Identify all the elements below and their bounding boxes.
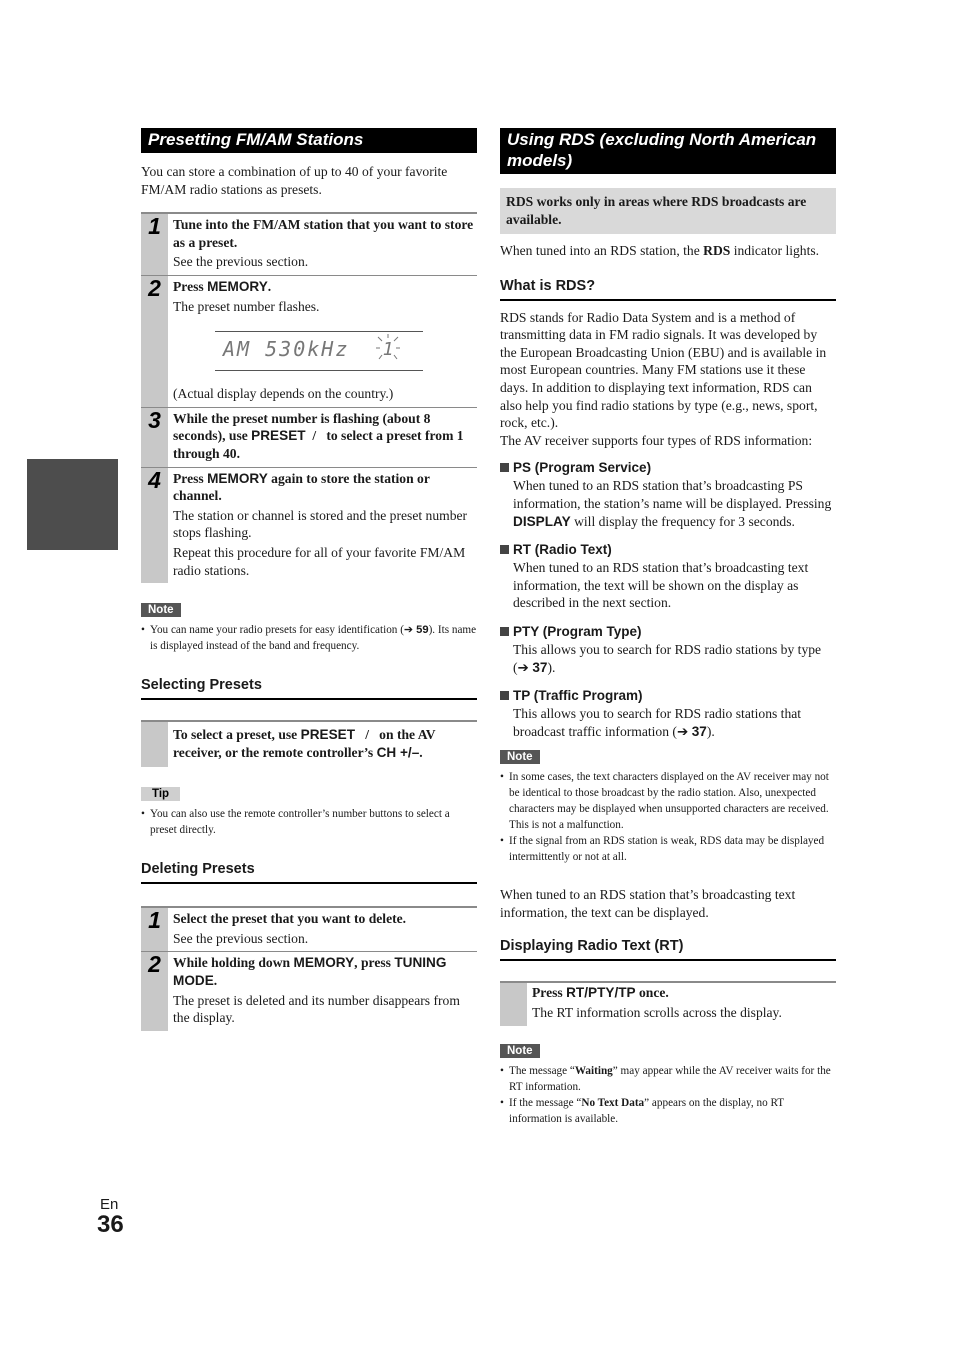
page-number: 36: [97, 1211, 124, 1238]
right-column: [500, 128, 836, 1127]
note-item: • In some cases, the text characters displayed on the AV receiver may not be identical to those broadcast by the radio station. Also, unexpected characters may be displayed when unsupported characters are received. This is not a malfunction.: [500, 769, 836, 833]
what-is-rds-heading: What is RDS?: [500, 277, 836, 301]
delete-step-1: [141, 908, 477, 952]
step-number: 2: [141, 276, 168, 407]
note-text-end: ” appears on the display, no RT information is available.: [509, 1096, 784, 1125]
step-3: [141, 408, 477, 468]
tip-item: • You can also use the remote controller’s number buttons to select a preset directly.: [141, 806, 477, 838]
rt-heading: [500, 542, 836, 557]
note-item: • If the signal from an RDS station is weak, RDS data may be displayed intermittently or not at all.: [500, 833, 836, 865]
step-instruction: Press: [173, 278, 208, 294]
preset-key: PRESET: [300, 727, 356, 743]
deleting-steps: [141, 906, 477, 1031]
note-item: [500, 1095, 836, 1127]
note-text: You can name your radio presets for easy identification (➔: [150, 624, 417, 637]
deleting-presets-heading: Deleting Presets: [141, 860, 477, 884]
note-item: [500, 1063, 836, 1095]
no-text-data-message: No Text Data: [581, 1096, 645, 1109]
note-label: Note: [500, 750, 540, 764]
rt-step-detail: The RT information scrolls across the display.: [532, 1005, 782, 1021]
ps-text: [500, 477, 836, 530]
step-instruction-end: .: [267, 278, 272, 294]
step-instruction-mid: , press: [354, 955, 395, 971]
step-instruction: Press: [173, 470, 208, 486]
pty-text: [500, 641, 836, 676]
pty-text-post: ).: [547, 659, 556, 675]
rds-notes: [500, 769, 836, 865]
text-display-intro: When tuned to an RDS station that’s broadcasting text information, the text can be displayed.: [500, 887, 796, 920]
tp-title: TP (Traffic Program): [513, 688, 643, 704]
memory-key: MEMORY: [207, 470, 268, 486]
presetting-intro: You can store a combination of up to 40 of your favorite FM/AM radio stations as presets.: [141, 164, 448, 197]
step-detail: See the previous section.: [173, 930, 309, 946]
step-instruction: Tune into the FM/AM station that you want to store as a preset.: [173, 217, 474, 250]
step-number: 4: [141, 468, 168, 584]
rt-step: [500, 981, 836, 1025]
step-instruction: While holding down: [173, 955, 294, 971]
rds-indicator-text: [500, 242, 836, 260]
presetting-notes: [141, 622, 477, 654]
tp-heading: [500, 688, 836, 703]
rds-indicator-keyword: RDS: [703, 243, 731, 258]
step-instruction-end: again to store the station or channel.: [173, 470, 430, 504]
step-instruction: While the preset number is flashing (about 8 seconds), use: [173, 410, 431, 444]
rds-types-intro: The AV receiver supports four types of RDS information:: [500, 432, 813, 448]
ps-text-pre: When tuned to an RDS station that’s broadcasting PS information, the station’s name will be displayed. Pressing: [513, 478, 832, 511]
step-detail: The preset number flashes.: [173, 298, 320, 314]
rt-pty-tp-key: RT/PTY/TP: [566, 985, 636, 1001]
note-text: The message “: [509, 1064, 575, 1077]
rt-text: When tuned to an RDS station that’s broadcasting text information, the text will be shown on the display as described in the next section.: [513, 560, 809, 611]
pty-text-pre: This allows you to search for RDS radio stations by type (➔: [513, 641, 822, 675]
pty-heading: [500, 624, 836, 639]
rt-notes: [500, 1063, 836, 1127]
square-bullet-icon: [500, 691, 509, 700]
memory-key: MEMORY: [207, 278, 268, 294]
step-2: [141, 276, 477, 408]
preset-key: PRESET: [251, 428, 306, 444]
note-text-end: ” may appear while the AV receiver waits for the RT information.: [509, 1064, 831, 1093]
step-number: 1: [141, 908, 168, 951]
tip-list: [141, 806, 477, 838]
ps-title: PS (Program Service): [513, 460, 652, 476]
displaying-radio-text-heading: Displaying Radio Text (RT): [500, 937, 836, 961]
tuning-mode-key: TUNING MODE: [173, 955, 447, 989]
ch-key: CH +/–: [376, 744, 420, 760]
rds-indicator-post: indicator lights.: [730, 243, 820, 258]
step-instruction-end: to select a preset from 1 through 40.: [173, 428, 464, 461]
ps-heading: [500, 460, 836, 475]
step-marker: [141, 722, 168, 767]
display-caption: (Actual display depends on the country.): [173, 386, 394, 402]
rt-step-pre: Press: [532, 985, 567, 1001]
square-bullet-icon: [500, 463, 509, 472]
tp-text-post: ).: [706, 723, 715, 739]
note-label: Note: [500, 1044, 540, 1058]
rt-title: RT (Radio Text): [513, 542, 612, 558]
step-detail: See the previous section.: [173, 254, 309, 270]
note-text-end: ). Its name is displayed instead of the band and frequency.: [150, 624, 477, 653]
selecting-step: [141, 720, 477, 767]
step-number: 2: [141, 952, 168, 1030]
page-reference[interactable]: 59: [416, 624, 429, 637]
step-4: [141, 468, 477, 584]
left-column: [141, 128, 477, 1031]
section-title-presetting: Presetting FM/AM Stations: [141, 128, 477, 153]
flashing-preset-icon: [375, 333, 401, 363]
step-instruction: Select the preset that you want to delete.: [173, 911, 407, 927]
waiting-message: Waiting: [574, 1064, 613, 1077]
flash-digit: 1: [382, 339, 394, 361]
rt-step-post: once.: [635, 985, 669, 1001]
note-label: Note: [141, 603, 181, 617]
display-key: DISPLAY: [513, 513, 571, 529]
tip-label: Tip: [141, 787, 180, 801]
ps-text-post: will display the frequency for 3 seconds.: [570, 513, 795, 529]
memory-key: MEMORY: [293, 955, 355, 971]
selecting-text-end: .: [419, 744, 423, 760]
note-text: If the message “: [509, 1096, 582, 1109]
page-language: En: [100, 1196, 119, 1213]
step-1: [141, 214, 477, 276]
selecting-presets-heading: Selecting Presets: [141, 676, 477, 700]
square-bullet-icon: [500, 545, 509, 554]
page-reference[interactable]: 37: [532, 659, 548, 675]
section-title-rds: Using RDS (excluding North American models): [500, 128, 836, 174]
selecting-text: To select a preset, use: [173, 727, 301, 743]
lcd-display-illustration: [215, 331, 423, 371]
delete-step-2: [141, 952, 477, 1030]
selecting-text-mid: / on the AV receiver, or the remote controller’s: [173, 727, 439, 760]
lcd-text: AM 530kHz: [223, 337, 350, 362]
square-bullet-icon: [500, 627, 509, 636]
presetting-steps: [141, 212, 477, 583]
step-number: 1: [141, 214, 168, 275]
arrow-separator: /: [305, 428, 323, 444]
step-instruction-end: .: [213, 973, 218, 989]
rds-availability-box: RDS works only in areas where RDS broadcasts are available.: [500, 188, 836, 234]
page-reference[interactable]: 37: [691, 723, 707, 739]
step-detail-2: Repeat this procedure for all of your favorite FM/AM radio stations.: [173, 544, 466, 578]
step-marker: [500, 983, 527, 1025]
what-is-rds-text: RDS stands for Radio Data System and is a method of transmitting data in FM radio signals. It was developed by the European Broadcasting Union (EBU) and is available in most European countries. Many FM stations use it these days. In addition to displaying text information, RDS can also help you find radio stations by type (e.g., news, sport, rock, etc.).: [500, 309, 827, 431]
tp-text-pre: This allows you to search for RDS radio stations that broadcast traffic information (➔: [513, 706, 802, 739]
tp-text: [500, 705, 836, 740]
step-number: 3: [141, 408, 168, 467]
section-side-tab: [27, 459, 118, 550]
step-detail: The station or channel is stored and the preset number stops flashing.: [173, 507, 468, 541]
pty-title: PTY (Program Type): [513, 623, 642, 639]
note-item: [141, 622, 477, 654]
step-detail: The preset is deleted and its number disappears from the display.: [173, 992, 460, 1026]
rds-indicator-pre: When tuned into an RDS station, the: [500, 243, 704, 258]
